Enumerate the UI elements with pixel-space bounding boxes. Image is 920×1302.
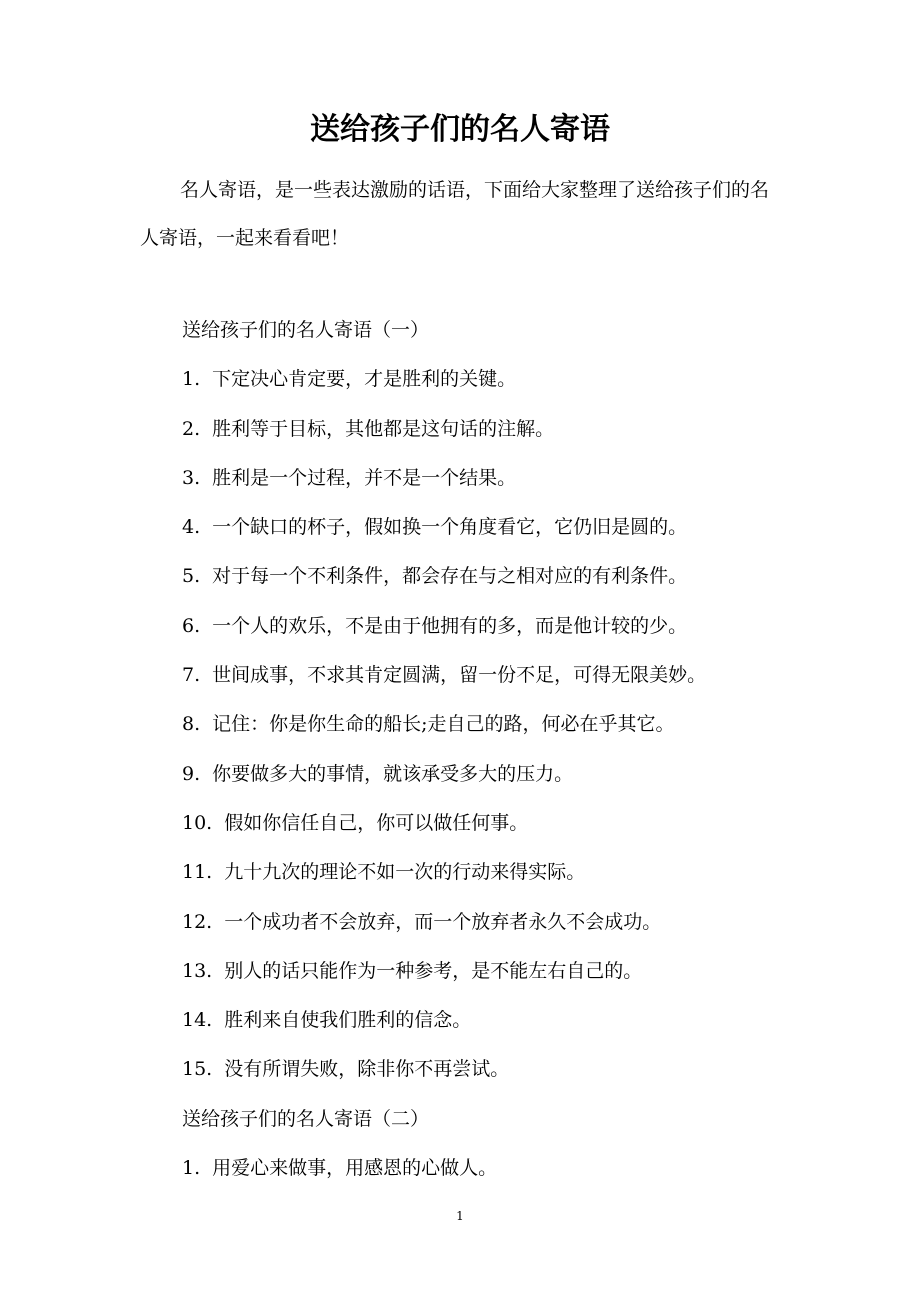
list-item [182,651,822,700]
item-text: 一个缺口的杯子，假如换一个角度看它，它仍旧是圆的。 [212,516,688,539]
item-text: 一个人的欢乐，不是由于他拥有的多，而是他计较的少。 [212,614,688,637]
list-item [182,1045,822,1094]
item-number: 10. [182,811,213,834]
list-item [182,454,822,503]
item-number: 9. [182,762,201,785]
item-text: 世间成事，不求其肯定圆满，留一份不足，可得无限美妙。 [212,664,707,687]
item-text: 你要做多大的事情，就该承受多大的压力。 [212,762,574,785]
item-number: 7. [182,664,201,687]
item-text: 用爱心来做事，用感恩的心做人。 [212,1157,498,1180]
item-number: 13. [182,959,213,982]
item-number: 14. [182,1009,213,1032]
item-text: 别人的话只能作为一种参考，是不能左右自己的。 [224,959,643,982]
list-item [182,503,822,552]
list-item [182,898,822,947]
item-number: 12. [182,910,213,933]
item-text: 胜利是一个过程，并不是一个结果。 [212,466,517,489]
item-text: 一个成功者不会放弃，而一个放弃者永久不会成功。 [224,910,662,933]
item-text: 胜利来自使我们胜利的信念。 [224,1009,472,1032]
item-text: 没有所谓失败，除非你不再尝试。 [224,1058,510,1081]
item-number: 4. [182,516,201,539]
item-number: 1. [182,1157,201,1180]
content-lines [182,306,822,1193]
item-number: 5. [182,565,201,588]
item-number: 8. [182,713,201,736]
list-item [182,947,822,996]
list-item [182,1144,822,1193]
item-number: 3. [182,466,201,489]
section-heading: 送给孩子们的名人寄语（一） [182,319,430,341]
list-item [182,552,822,601]
item-text: 假如你信任自己，你可以做任何事。 [224,811,529,834]
list-item [182,996,822,1045]
list-item [182,799,822,848]
intro-paragraph: 名人寄语，是一些表达激励的话语，下面给大家整理了送给孩子们的名人寄语，一起来看看吧！ [140,179,770,249]
list-item [182,750,822,799]
section-heading: 送给孩子们的名人寄语（二） [182,1107,430,1130]
item-text: 九十九次的理论不如一次的行动来得实际。 [224,861,586,884]
item-number: 6. [182,614,201,637]
list-item [182,700,822,749]
page-number: 1 [456,1209,464,1223]
item-number: 1. [182,368,201,391]
item-text: 胜利等于目标，其他都是这句话的注解。 [212,417,555,440]
item-number: 15. [182,1058,213,1081]
list-item [182,405,822,454]
item-number: 11. [182,861,213,884]
item-number: 2. [182,417,201,440]
item-text: 对于每一个不利条件，都会存在与之相对应的有利条件。 [212,565,688,588]
item-text: 下定决心肯定要，才是胜利的关键。 [212,368,517,391]
document-title: 送给孩子们的名人寄语 [310,112,610,147]
list-item [182,602,822,651]
item-text: 记住：你是你生命的船长;走自己的路，何必在乎其它。 [212,713,675,736]
list-item [182,848,822,897]
list-item [182,355,822,404]
